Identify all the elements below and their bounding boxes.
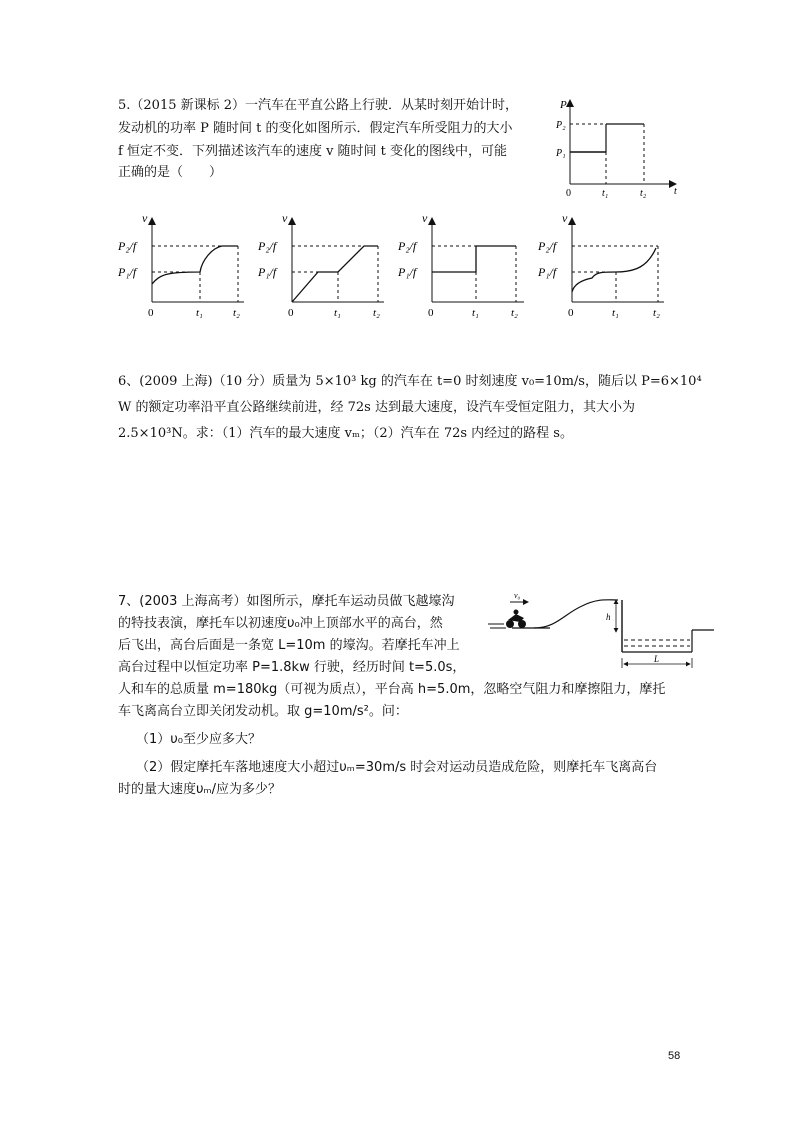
- graph-label: v: [282, 211, 288, 225]
- graph-label: t₁: [196, 307, 203, 319]
- graph-label: 0: [288, 307, 294, 319]
- graph-label: t₂: [233, 307, 240, 319]
- pt-p2-label: P₂: [556, 120, 566, 131]
- graph-label: P₁/f: [538, 265, 557, 279]
- pt-t1-label: t₁: [602, 188, 609, 198]
- q6-line-3: 2.5×10³N。求：（1）汽车的最大速度 vₘ；（2）汽车在 72s 内经过的路程 s。: [118, 426, 573, 441]
- graph-label: P₂/f: [538, 239, 557, 253]
- page-number: 58: [668, 1050, 681, 1062]
- vt-option-a: [116, 208, 252, 322]
- power-time-graph: [548, 92, 688, 198]
- graph-label: t₁: [472, 307, 479, 319]
- graph-label: t₂: [511, 307, 518, 319]
- q6-line-1: 6、(2009 上海)（10 分）质量为 5×10³ kg 的汽车在 t=0 时刻速度 v₀=10m/s，随后以 P=6×10⁴: [118, 374, 702, 389]
- graph-label: t₁: [612, 307, 619, 319]
- figure-h-label: h: [606, 612, 611, 622]
- vt-option-c: [396, 208, 532, 322]
- q7-line-6: 车飞离高台立即关闭发动机。取 g=10m/s²。问：: [118, 704, 408, 719]
- graph-label: t₂: [373, 307, 380, 319]
- graph-label: P₁/f: [258, 265, 277, 279]
- q7-sub-question-2-line-1: （2）假定摩托车落地速度大小超过υₘ=30m/s 时会对运动员造成危险，则摩托车飞离高台: [136, 760, 658, 775]
- graph-label: t₁: [334, 307, 341, 319]
- q5-line-1: 5.（2015 新课标 2）一汽车在平直公路上行驶．从某时刻开始计时，: [118, 98, 519, 113]
- pt-y-label: P: [560, 99, 567, 111]
- pt-x-label: t: [674, 186, 677, 197]
- q5-line-2: 发动机的功率 P 随时间 t 的变化如图所示．假定汽车所受阻力的大小: [118, 121, 513, 136]
- vt-option-b: [256, 208, 392, 322]
- figure-l-label: L: [654, 654, 660, 664]
- motorcycle-icon: [506, 610, 526, 629]
- q7-line-2: 的特技表演，摩托车以初速度υ₀冲上顶部水平的高台，然: [118, 616, 443, 631]
- graph-label: 0: [568, 307, 574, 319]
- figure-v0-label: v₀: [514, 591, 521, 600]
- graph-label: P₂/f: [398, 239, 417, 253]
- q5-line-4: 正确的是（ ）: [118, 165, 223, 180]
- graph-label: v: [422, 211, 428, 225]
- q5-line-3: f 恒定不变．下列描述该汽车的速度 v 随时间 t 变化的图线中，可能: [118, 144, 508, 159]
- q7-sub-question-2-line-2: 时的量大速度υₘ/应为多少？: [118, 782, 282, 797]
- graph-label: 0: [148, 307, 154, 319]
- pt-p1-label: P₁: [556, 148, 566, 159]
- vt-option-d: [536, 208, 676, 322]
- graph-label: v: [142, 211, 148, 225]
- motorcycle-jump-figure: [486, 586, 716, 670]
- q7-line-5: 人和车的总质量 m=180kg（可视为质点），平台高 h=5.0m，忽略空气阻力和摩擦阻力，摩托: [118, 682, 666, 697]
- graph-label: t₂: [653, 307, 660, 319]
- q7-line-1: 7、(2003 上海高考）如图所示，摩托车运动员做飞越壕沟: [118, 594, 455, 609]
- graph-label: v: [562, 211, 568, 225]
- pt-t2-label: t₂: [640, 188, 647, 198]
- graph-label: P₁/f: [398, 265, 417, 279]
- q7-line-4: 高台过程中以恒定功率 P=1.8kw 行驶，经历时间 t=5.0s，: [118, 660, 466, 675]
- graph-label: P₂/f: [258, 239, 277, 253]
- q6-line-2: W 的额定功率沿平直公路继续前进，经 72s 达到最大速度，设汽车受恒定阻力，其大小为: [118, 400, 635, 415]
- graph-label: P₂/f: [118, 239, 137, 253]
- q7-sub-question-1: （1）υ₀至少应多大？: [136, 732, 262, 747]
- graph-label: P₁/f: [118, 265, 137, 279]
- q7-line-3: 后飞出，高台后面是一条宽 L=10m 的壕沟。若摩托车冲上: [118, 638, 460, 653]
- graph-label: 0: [428, 307, 434, 319]
- pt-origin-label: 0: [566, 188, 571, 198]
